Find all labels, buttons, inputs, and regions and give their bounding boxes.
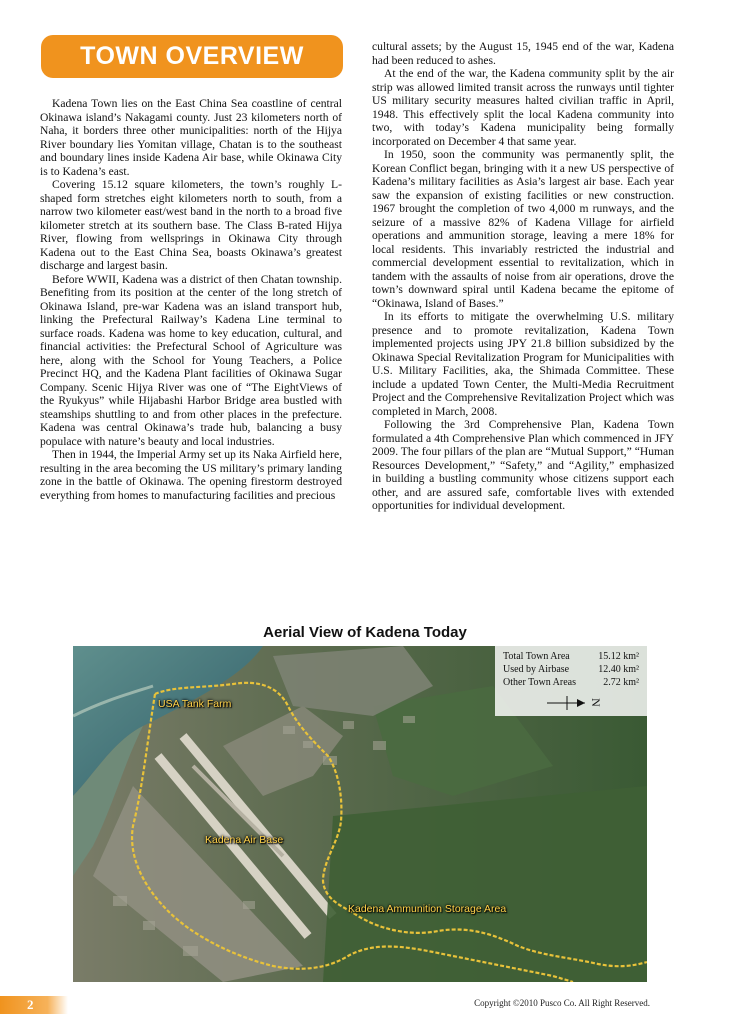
map-label-tank-farm: USA Tank Farm: [158, 698, 232, 710]
compass-arrow-icon: [545, 694, 605, 712]
paragraph: In 1950, soon the community was permanently split, the Korean Conflict began, bringing with it a new US perspective of Kadena’s military facilities as Asia’s largest air base. Each year saw the expansion of existing facilities or new construction. 1967 brought the completion of two 4,000 m runways, and the seizure of a massive 82% of Kadena Village for airfield operations and ammunition storage, leaving a mere 18% for local residents. This invariably restricted the industrial and commercial development essential to revitalization, which in tandem with the assaults of noise from air operations, drove the town’s downward spiral until Kadena became the epitome of “Okinawa, Island of Bases.”: [372, 148, 674, 310]
section-title-banner: [41, 35, 343, 78]
stat-value: 15.12 km²: [598, 651, 639, 662]
compass-north-label: N: [588, 698, 603, 707]
right-text-column: [372, 40, 674, 513]
paragraph: At the end of the war, the Kadena community split by the air strip was allowed limited transit across the runways until tighter US military security measures halted civilian traffic in April, 1948. This effectively split the local Kadena community into two, with today’s Kadena municipality being formally incorporated on December 4 that same year.: [372, 67, 674, 148]
map-label-ammo-storage: Kadena Ammunition Storage Area: [348, 903, 507, 915]
paragraph: Then in 1944, the Imperial Army set up its Naka Airfield here, resulting in the area becoming the US military’s primary landing zone in the battle of Okinawa. The opening firestorm destroyed everything from homes to manufacturing facilities and precious: [40, 448, 342, 502]
stat-label: Other Town Areas: [503, 677, 576, 688]
figure-title: Aerial View of Kadena Today: [263, 624, 467, 641]
paragraph: Before WWII, Kadena was a district of then Chatan township. Benefiting from its position at the center of the long stretch of Okinawa Island, pre-war Kadena was an island transport hub, linking the Prefectural Railway’s Kadena Line terminal to surface roads. Kadena was home to key education, cultural, and financial activities: the Prefectural School of Agriculture was here, along with the School for Young Teachers, a Police Precinct HQ, and the Kadena Plant facilities of Okinawa Sugar Company. Scenic Hijya River was one of “The EightViews of the Ryukyus” while Hijabashi Harbor Bridge area bustled with steamships shuttling to and from other places in the prefecture. Kadena was central Okinawa’s trade hub, balancing a busy populace with nature’s beauty and local industries.: [40, 272, 342, 448]
paragraph: Following the 3rd Comprehensive Plan, Kadena Town formulated a 4th Comprehensive Plan which commenced in JFY 2009. The four pillars of the plan are “Mutual Support,” “Human Resources Development,” “Safety,” and “Agility,” emphasized in building a bustling community whose citizens support each other, and are assured safe, comfortable lives with extended opportunities for individual development.: [372, 418, 674, 512]
copyright-notice: Copyright ©2010 Pusco Co. All Right Reserved.: [474, 998, 650, 1008]
stat-label: Used by Airbase: [503, 664, 570, 675]
paragraph: cultural assets; by the August 15, 1945 end of the war, Kadena had been reduced to ashes.: [372, 40, 674, 67]
left-text-column: [40, 97, 342, 502]
paragraph: Kadena Town lies on the East China Sea coastline of central Okinawa island’s Nakagami county. Just 23 kilometers north of Naha, it borders three other municipalities: north of the Hijya River boundary lies Yomitan village, Chatan is to the southeast and boundary lines inside Kadena Air base, while Okinawa City is to Kadena’s east.: [40, 97, 342, 178]
section-title: TOWN OVERVIEW: [80, 42, 304, 70]
page-number-tab: [0, 996, 68, 1014]
paragraph: In its efforts to mitigate the overwhelming U.S. military presence and to promote revitalization, Kadena Town implemented projects using JPY 21.8 billion subsidized by the Okinawa Special Revitalization Program for Municipalities with U.S. Military Facilities, aka, the Shimada Committee. These include a updated Town Center, the Multi-Media Recruitment Project and the Comprehensive Revitalization Project which was completed in March, 2008.: [372, 310, 674, 418]
stat-value: 2.72 km²: [603, 677, 639, 688]
stat-label: Total Town Area: [503, 651, 570, 662]
paragraph: Covering 15.12 square kilometers, the town’s roughly L-shaped form stretches eight kilometers north to south, from a narrow two kilometer east/west band in the north to a broad five kilometer stretch at its southern base. The Class B-rated Hijya River, flowing from wellsprings in Okinawa City through Kadena out to the East China Sea, boasts Okinawa’s greatest discharge and largest basin.: [40, 178, 342, 272]
map-label-air-base: Kadena Air Base: [205, 834, 284, 846]
stat-value: 12.40 km²: [598, 664, 639, 675]
page-number: 2: [27, 997, 34, 1012]
